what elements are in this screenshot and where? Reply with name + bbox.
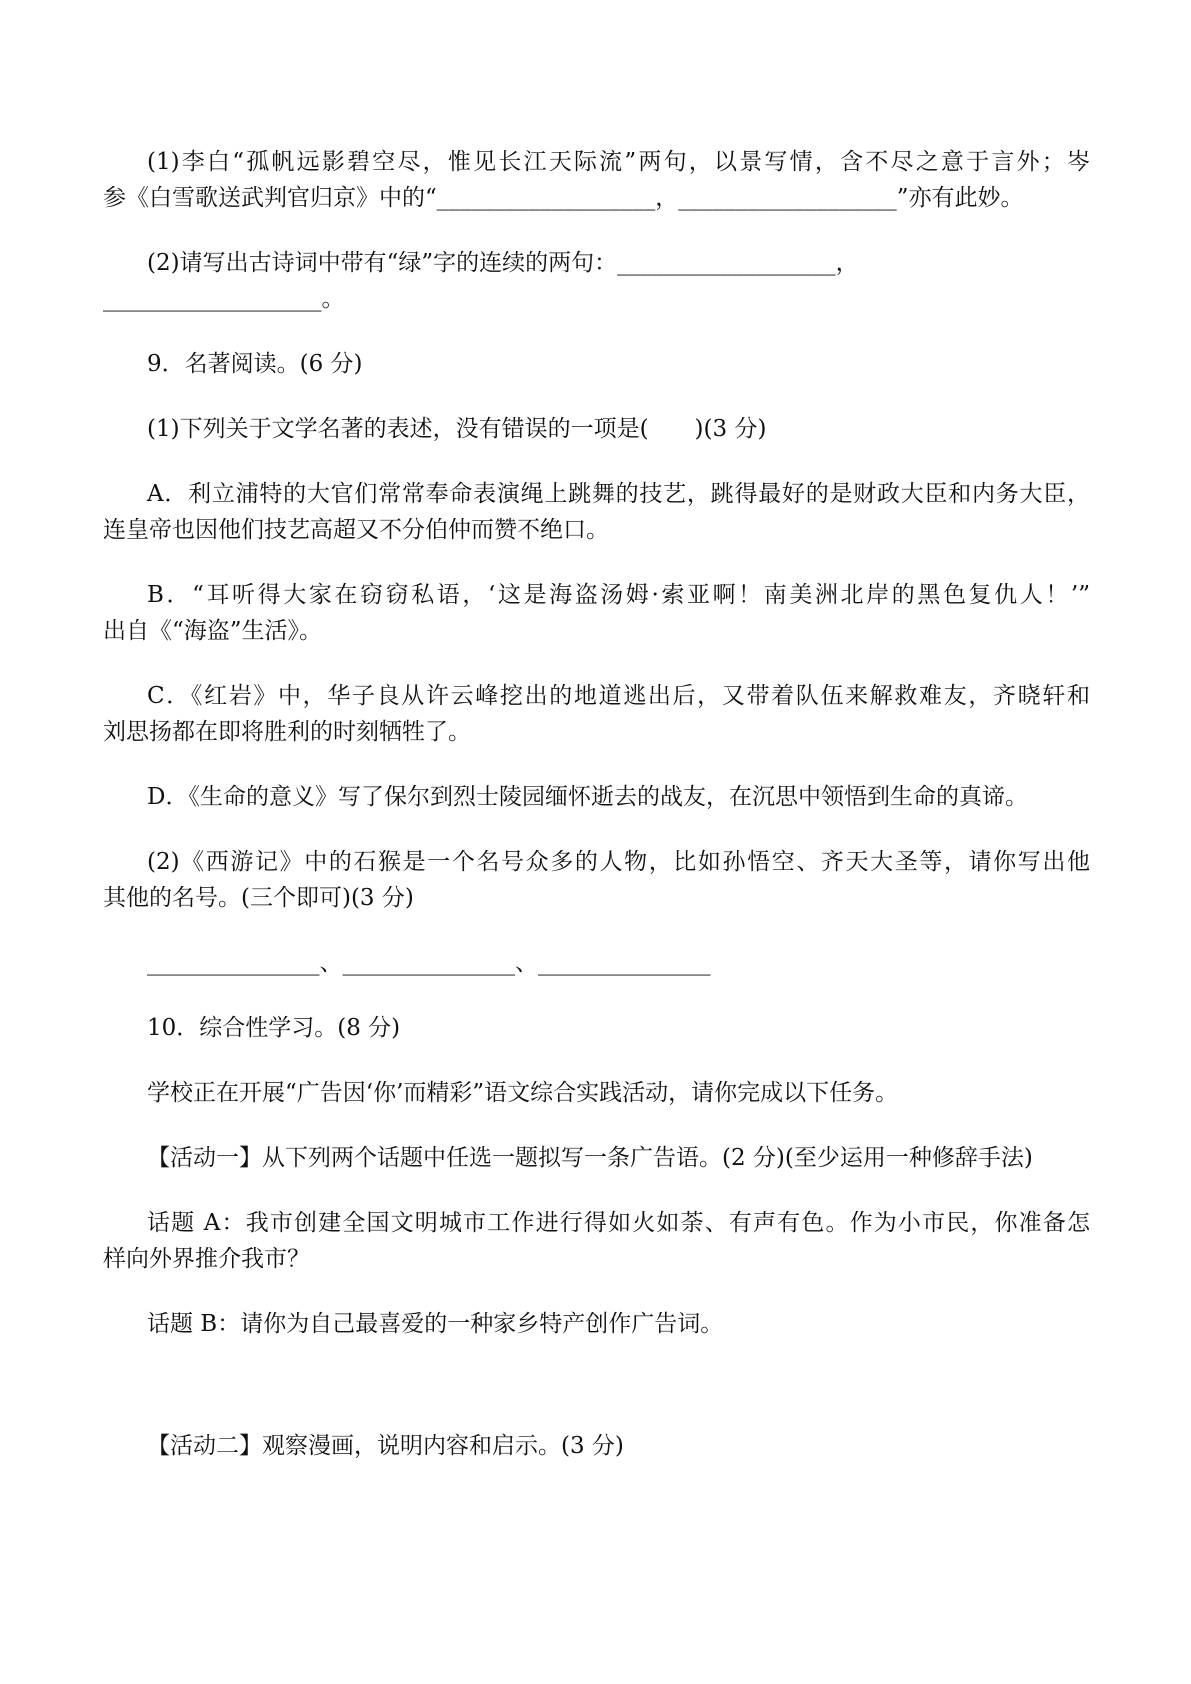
option-b-line-1: B．“耳听得大家在窃窃私语，‘这是海盗汤姆·索亚啊！南美洲北岸的黑色复仇人！’” <box>147 582 1090 608</box>
activity-2-prompt <box>103 1428 1090 1464</box>
question-9-part-2-prompt <box>103 844 1090 916</box>
answer-space <box>103 1371 1090 1428</box>
question-10-title: 10．综合性学习。(8 分) <box>147 1015 401 1041</box>
question-9-heading <box>103 346 1090 382</box>
option-c <box>103 678 1090 750</box>
poetry-item-1 <box>103 144 1090 216</box>
question-9-part-1-prompt <box>103 411 1090 447</box>
option-a-line-1: A．利立浦特的大官们常常奉命表演绳上跳舞的技艺，跳得最好的是财政大臣和内务大臣， <box>147 481 1090 507</box>
option-a-line-2: 连皇帝也因他们技艺高超又不分伯仲而赞不绝口。 <box>103 517 609 543</box>
question-9-title: 9．名著阅读。(6 分) <box>147 351 363 377</box>
poetry-item-1-line-1: (1)李白“孤帆远影碧空尽，惟见长江天际流”两句，以景写情，含不尽之意于言外；岑 <box>147 149 1090 175</box>
activity-1-prompt <box>103 1140 1090 1176</box>
poetry-item-1-line-2: 参《白雪歌送武判官归京》中的“___________________，___________________”亦有此妙。 <box>103 185 1024 211</box>
topic-b <box>103 1306 1090 1342</box>
option-a <box>103 476 1090 548</box>
question-9-part-1-text: (1)下列关于文学名著的表述，没有错误的一项是( )(3 分) <box>147 416 767 442</box>
topic-a <box>103 1205 1090 1277</box>
answer-blank-line: _______________、_______________、_______________ <box>147 950 711 976</box>
question-10-intro <box>103 1075 1090 1111</box>
option-d-line-1: D．《生命的意义》写了保尔到烈士陵园缅怀逝去的战友，在沉思中领悟到生命的真谛。 <box>147 784 1028 810</box>
question-10-intro-text: 学校正在开展“广告因‘你’而精彩”语文综合实践活动，请你完成以下任务。 <box>147 1080 899 1106</box>
activity-2-text: 【活动二】观察漫画，说明内容和启示。(3 分) <box>147 1433 624 1459</box>
poetry-item-2-line-2: ___________________。 <box>103 286 345 312</box>
poetry-item-2 <box>103 245 1090 317</box>
question-9-part-2-line-2: 其他的名号。(三个即可)(3 分) <box>103 885 414 911</box>
question-9-part-2-answer-blanks <box>103 945 1090 981</box>
option-b <box>103 577 1090 649</box>
poetry-item-2-line-1: (2)请写出古诗词中带有“绿”字的连续的两句：___________________， <box>147 250 859 276</box>
question-10-heading <box>103 1010 1090 1046</box>
topic-a-line-1: 话题 A：我市创建全国文明城市工作进行得如火如荼、有声有色。作为小市民，你准备怎 <box>147 1210 1090 1236</box>
topic-a-line-2: 样向外界推介我市？ <box>103 1246 310 1272</box>
option-d <box>103 779 1090 815</box>
exam-content <box>103 144 1090 1493</box>
option-c-line-2: 刘思扬都在即将胜利的时刻牺牲了。 <box>103 719 471 745</box>
option-b-line-2: 出自《“海盗”生活》。 <box>103 618 323 644</box>
question-9-part-2-line-1: (2)《西游记》中的石猴是一个名号众多的人物，比如孙悟空、齐天大圣等，请你写出他 <box>147 849 1090 875</box>
activity-1-text: 【活动一】从下列两个话题中任选一题拟写一条广告语。(2 分)(至少运用一种修辞手法) <box>147 1145 1033 1171</box>
option-c-line-1: C．《红岩》中，华子良从许云峰挖出的地道逃出后，又带着队伍来解救难友，齐晓轩和 <box>147 683 1090 709</box>
topic-b-line-1: 话题 B：请你为自己最喜爱的一种家乡特产创作广告词。 <box>147 1311 724 1337</box>
